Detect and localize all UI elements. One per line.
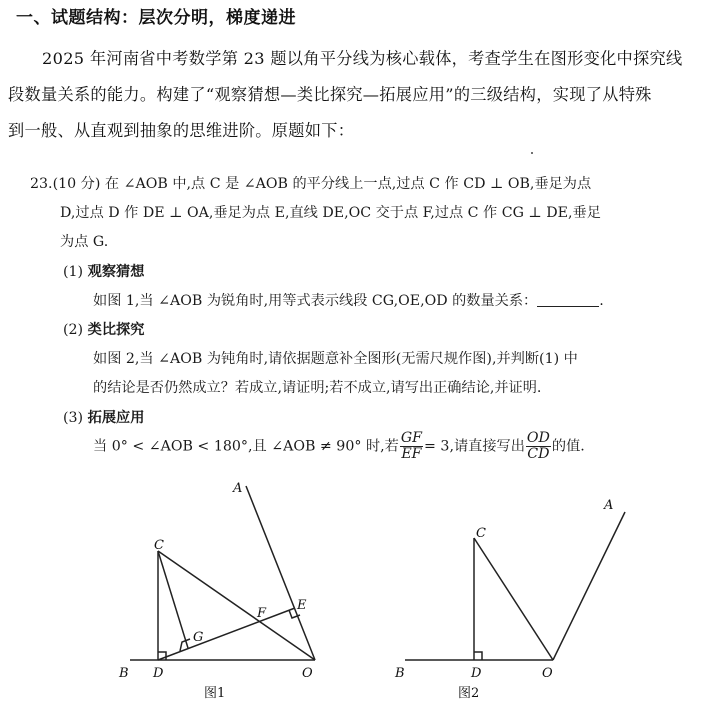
part3-text-b: = 3,请直接写出 <box>424 438 525 455</box>
fig1-label-e: E <box>297 598 307 613</box>
part3-title: 拓展应用 <box>87 410 145 426</box>
fig2-ray-oa <box>553 512 625 660</box>
fraction-cd-denominator: CD <box>527 446 550 462</box>
fig1-label-c: C <box>154 538 164 553</box>
problem-stem-1: 在 ∠AOB 中,点 C 是 ∠AOB 的平分线上一点,过点 C 作 CD ⊥ OB,垂足为点 <box>104 176 592 192</box>
problem-points: (10 分) <box>52 176 101 192</box>
fig1-label-b: B <box>119 666 129 681</box>
fraction-od-numerator: OD <box>526 430 550 446</box>
fig1-ray-oa <box>246 486 315 660</box>
fig1-label-a: A <box>233 481 243 496</box>
problem-stem-line-3: 为点 G. <box>60 234 109 250</box>
fig2-right-angle-d <box>474 652 482 660</box>
part1-text: 如图 1,当 ∠AOB 为锐角时,用等式表示线段 CG,OE,OD 的数量关系： <box>93 293 538 309</box>
fig2-label-c: C <box>476 526 486 541</box>
fraction-gf-numerator: GF <box>400 430 423 446</box>
fig1-label-d: D <box>153 666 164 681</box>
part2-title: 类比探究 <box>87 322 145 338</box>
figure-1-caption: 图1 <box>204 686 226 701</box>
part1-end: . <box>599 293 604 309</box>
part3-text-a: 当 0° < ∠AOB < 180°,且 ∠AOB ≠ 90° 时,若 <box>93 438 399 455</box>
figure-2-caption: 图2 <box>458 686 480 701</box>
fig2-label-o: O <box>542 666 553 681</box>
fig2-label-b: B <box>395 666 405 681</box>
problem-number: 23. <box>30 176 53 192</box>
fig1-segment-cg <box>158 551 188 648</box>
fraction-ef-denominator: EF <box>401 446 422 462</box>
part2-text-line-2: 的结论是否仍然成立？若成立,请证明;若不成立,请写出正确结论,并证明. <box>93 380 542 396</box>
fig2-line-oc <box>474 538 553 660</box>
intro-line-3: 到一般、从直观到抽象的思维进阶。原题如下： <box>8 121 355 140</box>
part2-text-line-1: 如图 2,当 ∠AOB 为钝角时,请依据题意补全图形(无需尺规作图),并判断(1) 中 <box>93 351 578 367</box>
intro-line-2: 段数量关系的能力。构建了“观察猜想—类比探究—拓展应用”的三级结构，实现了从特殊 <box>8 85 652 104</box>
section-heading: 一、试题结构：层次分明，梯度递进 <box>16 8 296 28</box>
part3-text-c: 的值. <box>551 438 585 455</box>
part3-label: (3) <box>63 410 84 426</box>
fig1-label-g: G <box>193 630 204 645</box>
part1-title: 观察猜想 <box>87 264 145 280</box>
part1-label: (1) <box>63 264 84 280</box>
problem-stem-line-2: D,过点 D 作 DE ⊥ OA,垂足为点 E,直线 DE,OC 交于点 F,过点 C 作 CG ⊥ DE,垂足 <box>60 205 601 221</box>
part2-label: (2) <box>63 322 84 338</box>
fig2-label-a: A <box>604 498 614 513</box>
fig1-label-f: F <box>257 606 267 621</box>
intro-line-1: 2025 年河南省中考数学第 23 题以角平分线为核心载体，考查学生在图形变化中探究线 <box>42 49 683 68</box>
fig1-label-o: O <box>302 666 313 681</box>
fig2-label-d: D <box>471 666 482 681</box>
